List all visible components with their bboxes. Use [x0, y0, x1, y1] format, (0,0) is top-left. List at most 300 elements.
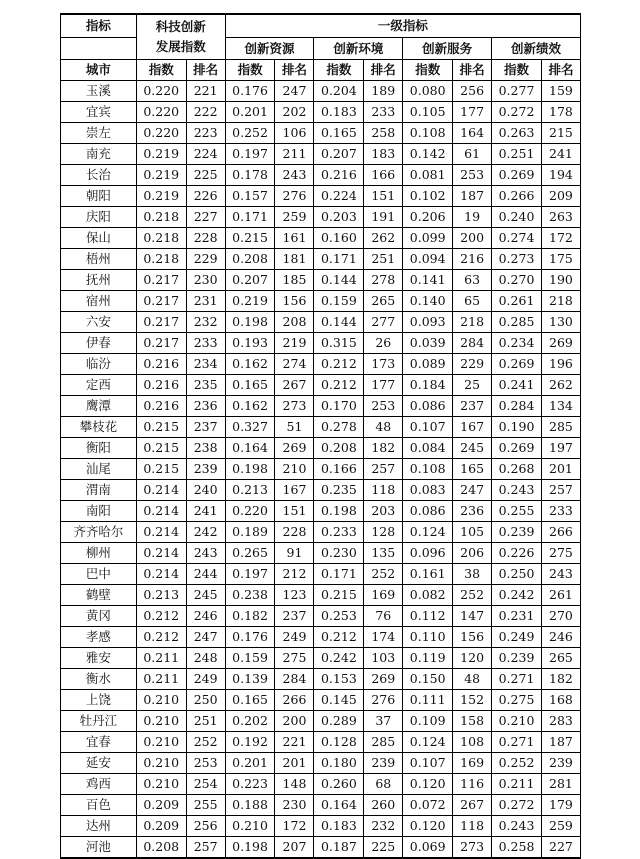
cell-resources-rank: 161 — [275, 228, 314, 249]
cell-resources-index: 0.201 — [225, 102, 275, 123]
cell-performance-index: 0.210 — [492, 711, 542, 732]
cell-resources-rank: 200 — [275, 711, 314, 732]
cell-environment-index: 0.212 — [314, 354, 364, 375]
cell-performance-rank: 194 — [541, 165, 580, 186]
table-row — [61, 795, 581, 816]
cell-resources-index: 0.192 — [225, 732, 275, 753]
cell-services-rank: 216 — [453, 249, 492, 270]
table-row — [61, 522, 581, 543]
cell-resources-rank: 208 — [275, 312, 314, 333]
cell-performance-rank: 168 — [541, 690, 580, 711]
cell-resources-rank: 212 — [275, 564, 314, 585]
cell-services-index: 0.107 — [403, 753, 453, 774]
cell-performance-index: 0.250 — [492, 564, 542, 585]
cell-environment-index: 0.180 — [314, 753, 364, 774]
cell-resources-rank: 91 — [275, 543, 314, 564]
cell-services-index: 0.093 — [403, 312, 453, 333]
cell-environment-index: 0.212 — [314, 627, 364, 648]
cell-environment-rank: 48 — [364, 417, 403, 438]
cell-composite-rank: 255 — [186, 795, 225, 816]
cell-resources-rank: 273 — [275, 396, 314, 417]
cell-performance-index: 0.255 — [492, 501, 542, 522]
cell-environment-index: 0.183 — [314, 102, 364, 123]
cell-environment-rank: 182 — [364, 438, 403, 459]
cell-city: 巴中 — [61, 564, 137, 585]
table-row — [61, 711, 581, 732]
cell-city: 南充 — [61, 144, 137, 165]
cell-performance-rank: 241 — [541, 144, 580, 165]
cell-services-rank: 158 — [453, 711, 492, 732]
cell-performance-rank: 262 — [541, 375, 580, 396]
cell-performance-index: 0.269 — [492, 438, 542, 459]
cell-services-rank: 61 — [453, 144, 492, 165]
cell-composite-index: 0.214 — [136, 480, 186, 501]
cell-composite-index: 0.211 — [136, 648, 186, 669]
cell-resources-index: 0.193 — [225, 333, 275, 354]
cell-environment-index: 0.144 — [314, 312, 364, 333]
cell-performance-index: 0.241 — [492, 375, 542, 396]
header-index: 指数 — [225, 60, 275, 81]
cell-services-index: 0.099 — [403, 228, 453, 249]
cell-composite-index: 0.216 — [136, 354, 186, 375]
cell-services-rank: 118 — [453, 816, 492, 837]
cell-resources-index: 0.182 — [225, 606, 275, 627]
header-indicator-spacer — [61, 38, 137, 60]
cell-performance-rank: 209 — [541, 186, 580, 207]
table-row — [61, 354, 581, 375]
cell-resources-rank: 237 — [275, 606, 314, 627]
table-row — [61, 186, 581, 207]
cell-performance-rank: 201 — [541, 459, 580, 480]
cell-resources-index: 0.157 — [225, 186, 275, 207]
cell-city: 宜春 — [61, 732, 137, 753]
cell-services-index: 0.082 — [403, 585, 453, 606]
cell-performance-index: 0.242 — [492, 585, 542, 606]
cell-performance-rank: 218 — [541, 291, 580, 312]
cell-performance-index: 0.275 — [492, 690, 542, 711]
cell-composite-rank: 222 — [186, 102, 225, 123]
cell-services-rank: 108 — [453, 732, 492, 753]
cell-resources-rank: 156 — [275, 291, 314, 312]
cell-city: 河池 — [61, 837, 137, 859]
cell-performance-index: 0.269 — [492, 354, 542, 375]
cell-environment-index: 0.215 — [314, 585, 364, 606]
table-row — [61, 207, 581, 228]
cell-performance-rank: 134 — [541, 396, 580, 417]
cell-services-rank: 156 — [453, 627, 492, 648]
cell-composite-index: 0.218 — [136, 207, 186, 228]
cell-composite-index: 0.214 — [136, 522, 186, 543]
cell-composite-rank: 243 — [186, 543, 225, 564]
cell-performance-rank: 233 — [541, 501, 580, 522]
cell-environment-rank: 277 — [364, 312, 403, 333]
cell-resources-rank: 207 — [275, 837, 314, 859]
cell-resources-index: 0.197 — [225, 144, 275, 165]
cell-environment-index: 0.233 — [314, 522, 364, 543]
cell-composite-rank: 250 — [186, 690, 225, 711]
cell-composite-rank: 230 — [186, 270, 225, 291]
cell-services-index: 0.112 — [403, 606, 453, 627]
cell-resources-index: 0.162 — [225, 396, 275, 417]
cell-composite-index: 0.214 — [136, 501, 186, 522]
header-composite-index — [136, 14, 225, 60]
cell-performance-rank: 261 — [541, 585, 580, 606]
cell-services-index: 0.105 — [403, 102, 453, 123]
cell-resources-rank: 221 — [275, 732, 314, 753]
cell-resources-index: 0.165 — [225, 375, 275, 396]
cell-environment-index: 0.171 — [314, 564, 364, 585]
cell-performance-index: 0.239 — [492, 648, 542, 669]
table-row — [61, 564, 581, 585]
cell-composite-rank: 246 — [186, 606, 225, 627]
cell-resources-rank: 267 — [275, 375, 314, 396]
cell-city: 伊春 — [61, 333, 137, 354]
cell-resources-index: 0.159 — [225, 648, 275, 669]
cell-performance-rank: 175 — [541, 249, 580, 270]
cell-performance-index: 0.243 — [492, 816, 542, 837]
cell-resources-rank: 243 — [275, 165, 314, 186]
table-row — [61, 102, 581, 123]
table-row — [61, 144, 581, 165]
cell-composite-rank: 251 — [186, 711, 225, 732]
cell-resources-index: 0.198 — [225, 459, 275, 480]
cell-city: 上饶 — [61, 690, 137, 711]
cell-composite-index: 0.217 — [136, 291, 186, 312]
cell-services-rank: 165 — [453, 459, 492, 480]
header-composite-line2: 发展指数 — [155, 39, 206, 54]
cell-composite-rank: 247 — [186, 627, 225, 648]
cell-services-rank: 63 — [453, 270, 492, 291]
cell-composite-rank: 223 — [186, 123, 225, 144]
cell-composite-index: 0.219 — [136, 165, 186, 186]
cell-environment-index: 0.145 — [314, 690, 364, 711]
cell-services-rank: 218 — [453, 312, 492, 333]
cell-city: 临汾 — [61, 354, 137, 375]
cell-performance-rank: 239 — [541, 753, 580, 774]
cell-resources-rank: 230 — [275, 795, 314, 816]
cell-resources-rank: 167 — [275, 480, 314, 501]
cell-environment-index: 0.260 — [314, 774, 364, 795]
cell-environment-rank: 251 — [364, 249, 403, 270]
cell-performance-rank: 275 — [541, 543, 580, 564]
cell-resources-index: 0.207 — [225, 270, 275, 291]
cell-resources-index: 0.198 — [225, 837, 275, 859]
cell-composite-index: 0.219 — [136, 186, 186, 207]
cell-performance-rank: 187 — [541, 732, 580, 753]
cell-performance-rank: 283 — [541, 711, 580, 732]
header-rank: 排名 — [541, 60, 580, 81]
cell-services-rank: 105 — [453, 522, 492, 543]
cell-composite-rank: 231 — [186, 291, 225, 312]
cell-resources-index: 0.139 — [225, 669, 275, 690]
cell-environment-index: 0.170 — [314, 396, 364, 417]
cell-performance-index: 0.249 — [492, 627, 542, 648]
cell-environment-index: 0.164 — [314, 795, 364, 816]
cell-services-rank: 147 — [453, 606, 492, 627]
table-row — [61, 648, 581, 669]
cell-composite-rank: 224 — [186, 144, 225, 165]
cell-composite-index: 0.210 — [136, 690, 186, 711]
cell-performance-rank: 215 — [541, 123, 580, 144]
cell-composite-index: 0.210 — [136, 711, 186, 732]
cell-environment-index: 0.187 — [314, 837, 364, 859]
cell-resources-index: 0.210 — [225, 816, 275, 837]
cell-services-index: 0.083 — [403, 480, 453, 501]
cell-environment-index: 0.235 — [314, 480, 364, 501]
city-innovation-ranking-table — [60, 13, 581, 859]
cell-performance-index: 0.239 — [492, 522, 542, 543]
cell-environment-rank: 265 — [364, 291, 403, 312]
cell-services-index: 0.108 — [403, 459, 453, 480]
cell-city: 衡水 — [61, 669, 137, 690]
cell-composite-index: 0.217 — [136, 333, 186, 354]
table-row — [61, 480, 581, 501]
cell-resources-rank: 266 — [275, 690, 314, 711]
cell-resources-index: 0.189 — [225, 522, 275, 543]
table-row — [61, 669, 581, 690]
cell-resources-index: 0.219 — [225, 291, 275, 312]
cell-resources-index: 0.252 — [225, 123, 275, 144]
cell-services-rank: 236 — [453, 501, 492, 522]
table-row — [61, 438, 581, 459]
cell-composite-rank: 249 — [186, 669, 225, 690]
cell-performance-index: 0.263 — [492, 123, 542, 144]
cell-services-index: 0.086 — [403, 501, 453, 522]
cell-performance-rank: 266 — [541, 522, 580, 543]
cell-performance-rank: 190 — [541, 270, 580, 291]
cell-performance-index: 0.271 — [492, 669, 542, 690]
cell-city: 玉溪 — [61, 81, 137, 102]
cell-environment-index: 0.204 — [314, 81, 364, 102]
cell-services-index: 0.184 — [403, 375, 453, 396]
cell-city: 梧州 — [61, 249, 137, 270]
cell-resources-rank: 219 — [275, 333, 314, 354]
cell-city: 汕尾 — [61, 459, 137, 480]
cell-resources-index: 0.208 — [225, 249, 275, 270]
cell-composite-rank: 244 — [186, 564, 225, 585]
cell-composite-rank: 248 — [186, 648, 225, 669]
cell-city: 南阳 — [61, 501, 137, 522]
cell-city: 六安 — [61, 312, 137, 333]
cell-environment-rank: 258 — [364, 123, 403, 144]
cell-environment-rank: 239 — [364, 753, 403, 774]
cell-composite-index: 0.210 — [136, 732, 186, 753]
cell-performance-index: 0.277 — [492, 81, 542, 102]
cell-services-rank: 256 — [453, 81, 492, 102]
cell-environment-index: 0.203 — [314, 207, 364, 228]
table-row — [61, 501, 581, 522]
cell-services-index: 0.140 — [403, 291, 453, 312]
cell-environment-rank: 233 — [364, 102, 403, 123]
cell-environment-index: 0.183 — [314, 816, 364, 837]
cell-composite-rank: 238 — [186, 438, 225, 459]
cell-services-rank: 116 — [453, 774, 492, 795]
cell-services-rank: 284 — [453, 333, 492, 354]
cell-city: 衡阳 — [61, 438, 137, 459]
cell-city: 鸡西 — [61, 774, 137, 795]
cell-environment-index: 0.253 — [314, 606, 364, 627]
cell-resources-index: 0.176 — [225, 81, 275, 102]
cell-services-rank: 164 — [453, 123, 492, 144]
cell-city: 长治 — [61, 165, 137, 186]
cell-environment-rank: 276 — [364, 690, 403, 711]
header-group-performance: 创新绩效 — [492, 38, 581, 60]
cell-composite-rank: 241 — [186, 501, 225, 522]
cell-environment-index: 0.160 — [314, 228, 364, 249]
cell-services-rank: 206 — [453, 543, 492, 564]
cell-resources-index: 0.176 — [225, 627, 275, 648]
cell-composite-rank: 257 — [186, 837, 225, 859]
cell-city: 宿州 — [61, 291, 137, 312]
cell-services-rank: 187 — [453, 186, 492, 207]
cell-services-index: 0.141 — [403, 270, 453, 291]
cell-city: 渭南 — [61, 480, 137, 501]
cell-performance-index: 0.271 — [492, 732, 542, 753]
cell-environment-index: 0.230 — [314, 543, 364, 564]
table-row — [61, 312, 581, 333]
cell-services-index: 0.150 — [403, 669, 453, 690]
cell-performance-rank: 178 — [541, 102, 580, 123]
header-composite-line1: 科技创新 — [155, 19, 206, 34]
cell-services-rank: 273 — [453, 837, 492, 859]
cell-resources-rank: 106 — [275, 123, 314, 144]
cell-composite-index: 0.211 — [136, 669, 186, 690]
cell-performance-index: 0.270 — [492, 270, 542, 291]
cell-services-rank: 65 — [453, 291, 492, 312]
cell-environment-rank: 169 — [364, 585, 403, 606]
cell-services-rank: 245 — [453, 438, 492, 459]
cell-environment-rank: 37 — [364, 711, 403, 732]
cell-performance-rank: 227 — [541, 837, 580, 859]
cell-resources-rank: 275 — [275, 648, 314, 669]
table-row — [61, 165, 581, 186]
cell-resources-rank: 202 — [275, 102, 314, 123]
cell-resources-rank: 151 — [275, 501, 314, 522]
cell-composite-rank: 237 — [186, 417, 225, 438]
cell-environment-index: 0.198 — [314, 501, 364, 522]
cell-environment-index: 0.144 — [314, 270, 364, 291]
cell-services-index: 0.142 — [403, 144, 453, 165]
cell-environment-rank: 183 — [364, 144, 403, 165]
cell-city: 保山 — [61, 228, 137, 249]
cell-services-rank: 48 — [453, 669, 492, 690]
cell-composite-rank: 239 — [186, 459, 225, 480]
cell-composite-rank: 232 — [186, 312, 225, 333]
cell-city: 崇左 — [61, 123, 137, 144]
cell-services-index: 0.120 — [403, 774, 453, 795]
cell-environment-rank: 26 — [364, 333, 403, 354]
table-row — [61, 585, 581, 606]
cell-composite-rank: 228 — [186, 228, 225, 249]
cell-performance-index: 0.231 — [492, 606, 542, 627]
table-row — [61, 753, 581, 774]
cell-performance-rank: 159 — [541, 81, 580, 102]
cell-composite-index: 0.215 — [136, 438, 186, 459]
cell-services-rank: 167 — [453, 417, 492, 438]
table-row — [61, 837, 581, 859]
cell-performance-index: 0.269 — [492, 165, 542, 186]
cell-environment-rank: 68 — [364, 774, 403, 795]
cell-services-index: 0.161 — [403, 564, 453, 585]
cell-services-rank: 152 — [453, 690, 492, 711]
cell-services-index: 0.096 — [403, 543, 453, 564]
cell-city: 朝阳 — [61, 186, 137, 207]
header-group-services: 创新服务 — [403, 38, 492, 60]
cell-performance-rank: 263 — [541, 207, 580, 228]
cell-performance-rank: 197 — [541, 438, 580, 459]
cell-city: 柳州 — [61, 543, 137, 564]
cell-resources-index: 0.188 — [225, 795, 275, 816]
cell-city: 鹰潭 — [61, 396, 137, 417]
cell-environment-rank: 173 — [364, 354, 403, 375]
cell-services-index: 0.108 — [403, 123, 453, 144]
cell-city: 黄冈 — [61, 606, 137, 627]
header-index: 指数 — [314, 60, 364, 81]
cell-resources-rank: 185 — [275, 270, 314, 291]
cell-performance-rank: 130 — [541, 312, 580, 333]
table-row — [61, 606, 581, 627]
header-group-environment: 创新环境 — [314, 38, 403, 60]
cell-services-rank: 253 — [453, 165, 492, 186]
cell-resources-index: 0.215 — [225, 228, 275, 249]
cell-services-index: 0.119 — [403, 648, 453, 669]
cell-environment-rank: 103 — [364, 648, 403, 669]
table-row — [61, 375, 581, 396]
cell-resources-index: 0.164 — [225, 438, 275, 459]
cell-performance-index: 0.251 — [492, 144, 542, 165]
cell-performance-rank: 270 — [541, 606, 580, 627]
cell-environment-rank: 118 — [364, 480, 403, 501]
cell-composite-rank: 240 — [186, 480, 225, 501]
table-row — [61, 543, 581, 564]
cell-composite-rank: 252 — [186, 732, 225, 753]
cell-environment-rank: 174 — [364, 627, 403, 648]
cell-performance-index: 0.211 — [492, 774, 542, 795]
cell-composite-index: 0.212 — [136, 606, 186, 627]
cell-performance-index: 0.272 — [492, 102, 542, 123]
cell-services-index: 0.107 — [403, 417, 453, 438]
cell-city: 百色 — [61, 795, 137, 816]
header-first-level: 一级指标 — [225, 14, 580, 38]
cell-performance-index: 0.268 — [492, 459, 542, 480]
cell-composite-index: 0.213 — [136, 585, 186, 606]
cell-composite-index: 0.220 — [136, 123, 186, 144]
cell-resources-rank: 247 — [275, 81, 314, 102]
cell-resources-rank: 123 — [275, 585, 314, 606]
cell-resources-index: 0.327 — [225, 417, 275, 438]
cell-services-index: 0.124 — [403, 732, 453, 753]
cell-composite-index: 0.209 — [136, 795, 186, 816]
cell-performance-index: 0.258 — [492, 837, 542, 859]
cell-performance-rank: 196 — [541, 354, 580, 375]
cell-environment-rank: 76 — [364, 606, 403, 627]
cell-composite-index: 0.212 — [136, 627, 186, 648]
cell-composite-rank: 221 — [186, 81, 225, 102]
cell-resources-rank: 274 — [275, 354, 314, 375]
cell-environment-rank: 262 — [364, 228, 403, 249]
cell-composite-rank: 225 — [186, 165, 225, 186]
cell-composite-index: 0.215 — [136, 417, 186, 438]
cell-environment-index: 0.165 — [314, 123, 364, 144]
cell-performance-index: 0.261 — [492, 291, 542, 312]
cell-services-rank: 19 — [453, 207, 492, 228]
cell-composite-rank: 235 — [186, 375, 225, 396]
cell-services-index: 0.084 — [403, 438, 453, 459]
cell-environment-rank: 135 — [364, 543, 403, 564]
cell-environment-rank: 269 — [364, 669, 403, 690]
table-row — [61, 396, 581, 417]
cell-environment-index: 0.208 — [314, 438, 364, 459]
